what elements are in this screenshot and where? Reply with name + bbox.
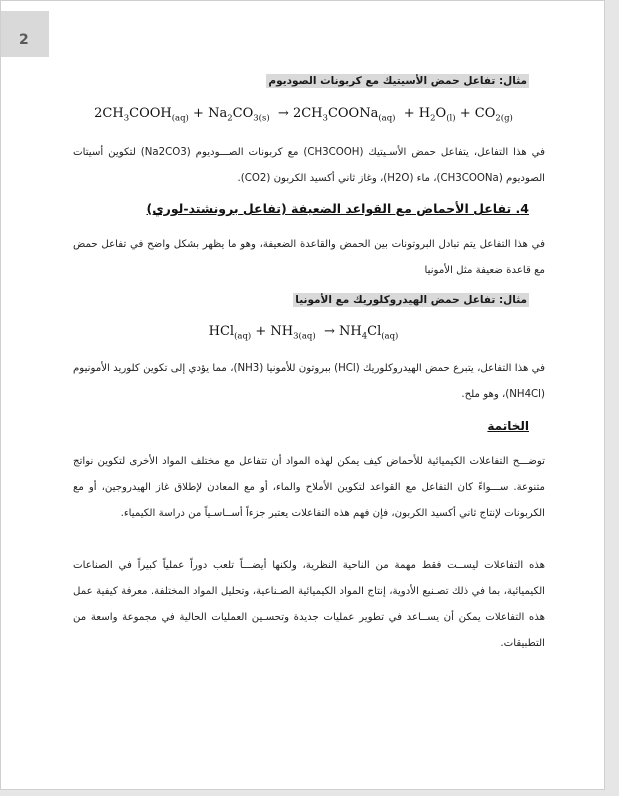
- conclusion-paragraph-1: توضـــح التفاعلات الكيميائية للأحماض كيف يمكن لهذه المواد أن تتفاعل مع مختلف المواد الأخرى لتكوين نواتج متنوعة. ســـواءً كان التفاعل مع القواعد لتكوين الأملاح والماء، أو مع المعادن لإطلاق غاز الهيدروجين، أو مع الكربونات لإنتاج ثاني أكسيد الكربون، فإن فهم هذه التفاعلات يعتبر جزءاً أســاسـياً من دراسة الكيمياء.: [73, 456, 545, 519]
- conclusion-title: الخاتمة: [487, 419, 529, 433]
- example-hcl-explanation: في هذا التفاعل، يتبرع حمض الهيدروكلوريك (HCl) ببروتون للأمونيا (NH3)، مما يؤدي إلى تكوين كلوريد الأمونيوم (NH4Cl)، وهو ملح.: [73, 363, 546, 400]
- page-number: 2: [19, 32, 29, 48]
- equation-hcl-ammonia: $HCl_{(aq)} + NH_{3(aq)} \to NH_4Cl_{(aq)}$: [208, 324, 399, 342]
- conclusion-paragraph-2: هذه التفاعلات ليســت فقط مهمة من الناحية النظرية، ولكنها أيضـــاً تلعب دوراً عملياً كبيراً في الصناعات الكيميائية، بما في ذلك تصـنيع الأدوية، إنتاج المواد الكيميائية الصـناعية، وتحليل المواد المختلفة. معرفة كيفية عمل هذه التفاعلات يمكن أن يســاعد في تطوير عمليات جديدة وتحسـين العمليات الحالية في مجموعة واسعة من التطبيقات.: [73, 560, 545, 649]
- section-4-text: في هذا التفاعل يتم تبادل البروتونات بين الحمض والقاعدة الضعيفة، وهو ما يظهر بشكل واضح في تفاعل حمض مع قاعدة ضعيفة مثل الأمونيا: [73, 239, 545, 276]
- equation-acetic-carbonate: $2CH_3COOH_{(aq)} + Na_2CO_{3(s)}$ → $2CH_3COONa_{(aq)} + H_2O_{(l)} + CO_{2(g)}$: [94, 106, 513, 124]
- example-heading-hcl: مثال: تفاعل حمض الهيدروكلوريك مع الأمونيا: [295, 294, 527, 306]
- section-4-title: 4. تفاعل الأحماض مع القواعد الضعيفة (تفاعل برونشتد-لوري): [146, 201, 529, 216]
- example-heading-acetic: مثال: تفاعل حمض الأسيتيك مع كربونات الصوديوم: [268, 75, 527, 87]
- example-acetic-explanation: في هذا التفاعل، يتفاعل حمض الأسـيتيك (CH3COOH) مع كربونات الصـــوديوم (Na2CO3) لتكوين أسيتات الصوديوم (CH3COONa)، ماء (H2O)، وغاز ثاني أكسيد الكربون (CO2).: [73, 147, 546, 184]
